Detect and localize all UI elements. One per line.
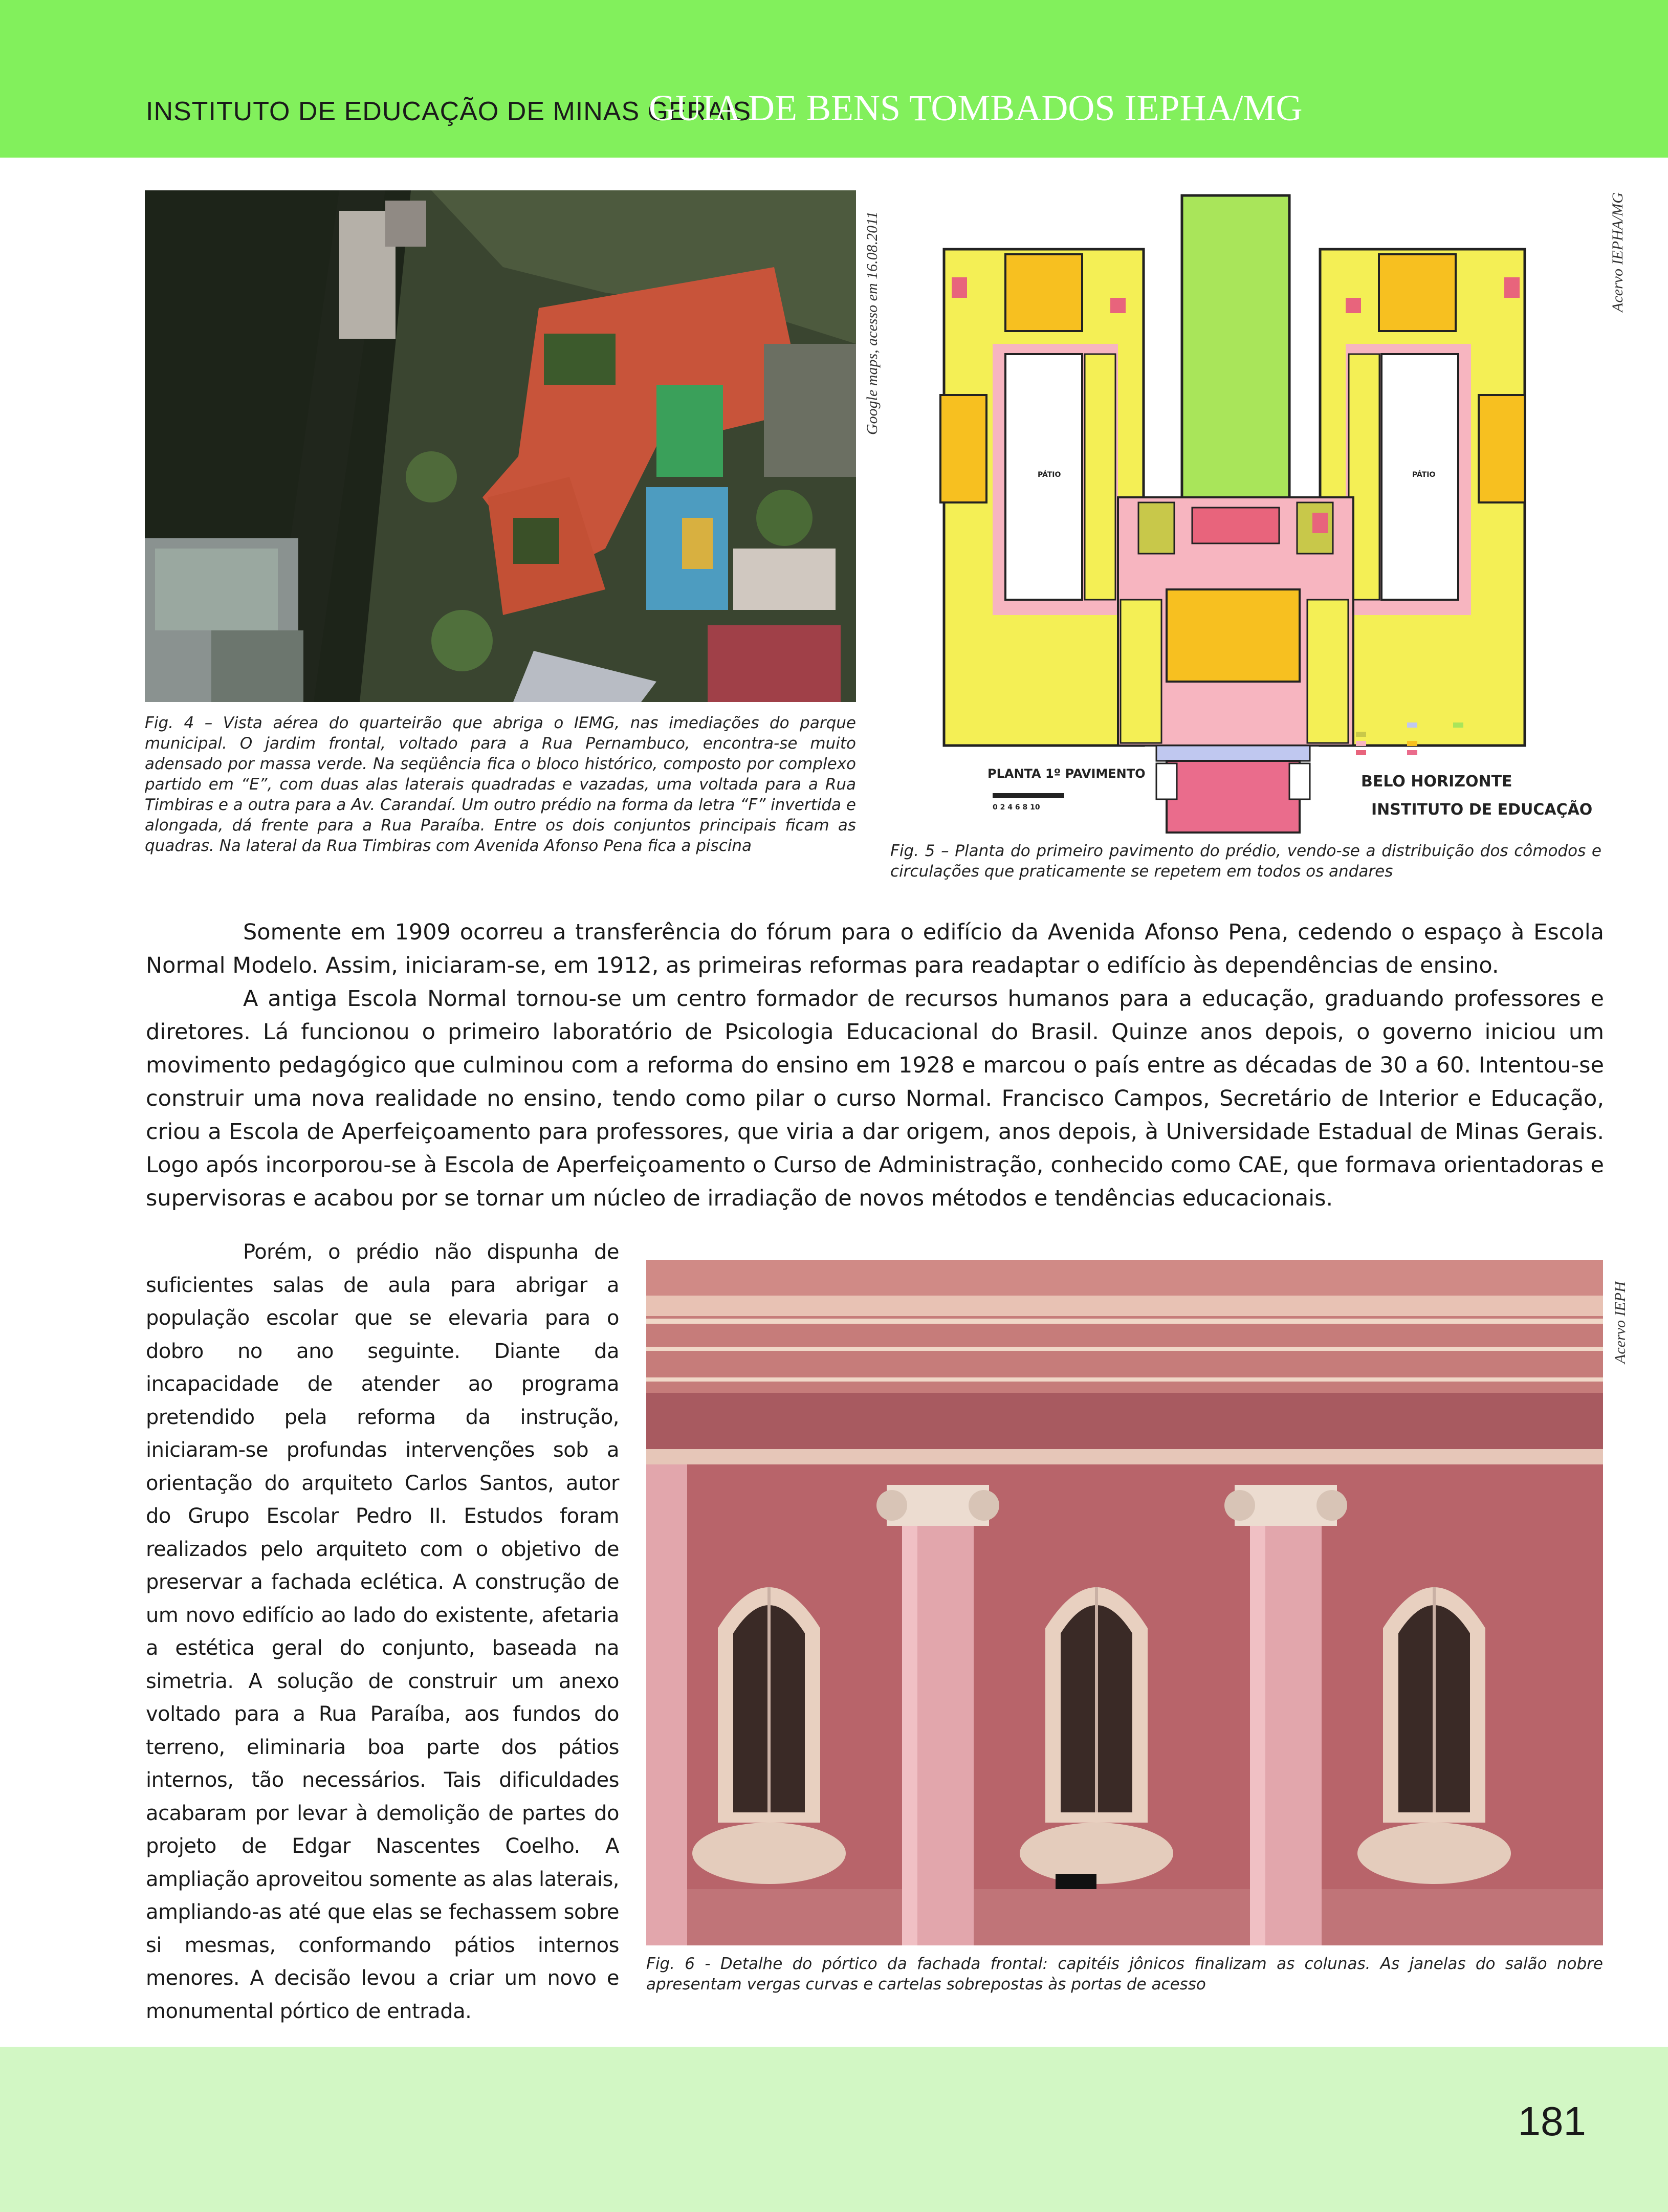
fig5-plan-title: PLANTA 1º PAVIMENTO [987, 766, 1146, 781]
fig4-credit: Google maps, acesso em 16.08.2011 [864, 211, 881, 435]
guide-title: GUIA DE BENS TOMBADOS IEPHA/MG [649, 87, 1303, 128]
fig5-plan-city: BELO HORIZONTE [1361, 773, 1512, 791]
fig5-patio-right: PÁTIO [1412, 471, 1436, 479]
institution-title: INSTITUTO DE EDUCAÇÃO DE MINAS GERAIS [146, 97, 752, 126]
fig5-patio-left: PÁTIO [1038, 471, 1061, 479]
fig4-aerial-photo [145, 190, 856, 702]
fig5-scale: 0 2 4 6 8 10 [993, 803, 1040, 812]
paragraph-2: A antiga Escola Normal tornou-se um centro formador de recursos humanos para a educação, graduando professores e diretores. Lá funcionou o primeiro laboratório de Psicologia Educacional do Brasil. Quinze anos depois, o governo iniciou um movimento pedagógico que culminou com a reforma do ensino em 1928 e marcou o país entre as décadas de 30 a 60. Intentou-se construir uma nova realidade no ensino, tendo como pilar o curso Normal. Francisco Campos, Secretário de Interior e Educação, criou a Escola de Aperfeiçoamento para professores, que viria a dar origem, anos depois, à Universidade Estadual de Minas Gerais. Logo após incorporou-se à Escola de Aperfeiçoamento o Curso de Administração, conhecido como CAE, que formava orientadoras e supervisoras e acabou por se tornar um núcleo de irradiação de novos métodos e tendências educacionais. [146, 986, 1604, 1211]
paragraph-1: Somente em 1909 ocorreu a transferência do fórum para o edifício da Avenida Afonso Pena, cedendo o espaço à Escola Normal Modelo. Assim, iniciaram-se, em 1912, as primeiras reformas para readaptar o edifício às dependências de ensino. [146, 919, 1604, 978]
footer-band [0, 2047, 1668, 2212]
header-band [0, 0, 1668, 158]
fig5-plan-institute: INSTITUTO DE EDUCAÇÃO [1371, 801, 1593, 819]
page-number: 181 [1518, 2098, 1586, 2144]
fig6-facade-photo [646, 1260, 1603, 1945]
fig5-floor-plan [906, 190, 1593, 827]
fig4-caption: Fig. 4 – Vista aérea do quarteirão que abriga o IEMG, nas imediações do parque municipal. O jardim frontal, voltado para a Rua Pernambuco, encontra-se muito adensado por massa verde. Na seqüência fica o bloco histórico, composto por complexo partido em “E”, com duas alas laterais quadradas e vazadas, uma voltada para a Rua Timbiras e a outra para a Av. Carandaí. Um outro prédio na forma da letra “F” invertida e alongada, dá frente para a Rua Paraíba. Entre os dois conjuntos principais ficam as quadras. Na lateral da Rua Timbiras com Avenida Afonso Pena fica a piscina [145, 714, 856, 855]
fig6-caption: Fig. 6 - Detalhe do pórtico da fachada frontal: capitéis jônicos finalizam as colunas. As janelas do salão nobre apresentam vergas curvas e cartelas sobrepostas às portas de acesso [646, 1955, 1603, 1994]
fig5-credit: Acervo IEPHA/MG [1609, 192, 1626, 312]
fig5-caption: Fig. 5 – Planta do primeiro pavimento do prédio, vendo-se a distribuição dos cômodos e circulações que praticamente se repetem em todos os andares [890, 842, 1601, 881]
paragraph-3: Porém, o prédio não dispunha de suficientes salas de aula para abrigar a população escolar que se elevaria para o dobro no ano seguinte. Diante da incapacidade de atender ao programa pretendido pela reforma da instrução, iniciaram-se profundas intervenções sob a orientação do arquiteto Carlos Santos, autor do Grupo Escolar Pedro II. Estudos foram realizados pelo arquiteto com o objetivo de preservar a fachada eclética. A construção de um novo edifício ao lado do existente, afetaria a estética geral do conjunto, baseada na simetria. A solução de construir um anexo voltado para a Rua Paraíba, aos fundos do terreno, eliminaria boa parte dos pátios internos, tão necessários. Tais dificuldades acabaram por levar à demolição de partes do projeto de Edgar Nascentes Coelho. A ampliação aproveitou somente as alas laterais, ampliando-as até que elas se fechassem sobre si mesmas, conformando pátios internos menores. A decisão levou a criar um novo e monumental pórtico de entrada. [146, 1240, 619, 2023]
fig6-credit: Acervo IEPH [1612, 1281, 1629, 1364]
